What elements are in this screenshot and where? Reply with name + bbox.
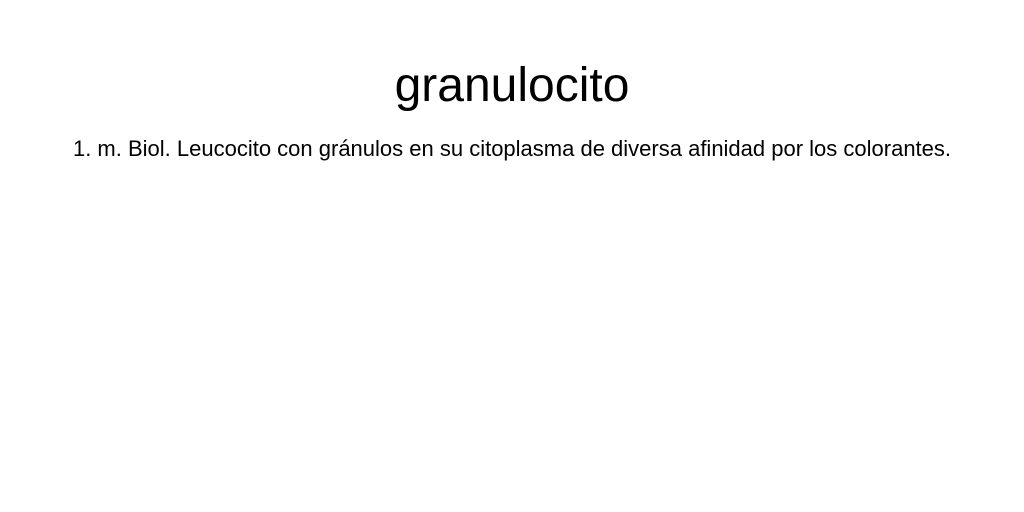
definition-text: 1. m. Biol. Leucocito con gránulos en su citoplasma de diversa afinidad por los colorantes. bbox=[72, 136, 952, 161]
headword: granulocito bbox=[394, 59, 630, 112]
